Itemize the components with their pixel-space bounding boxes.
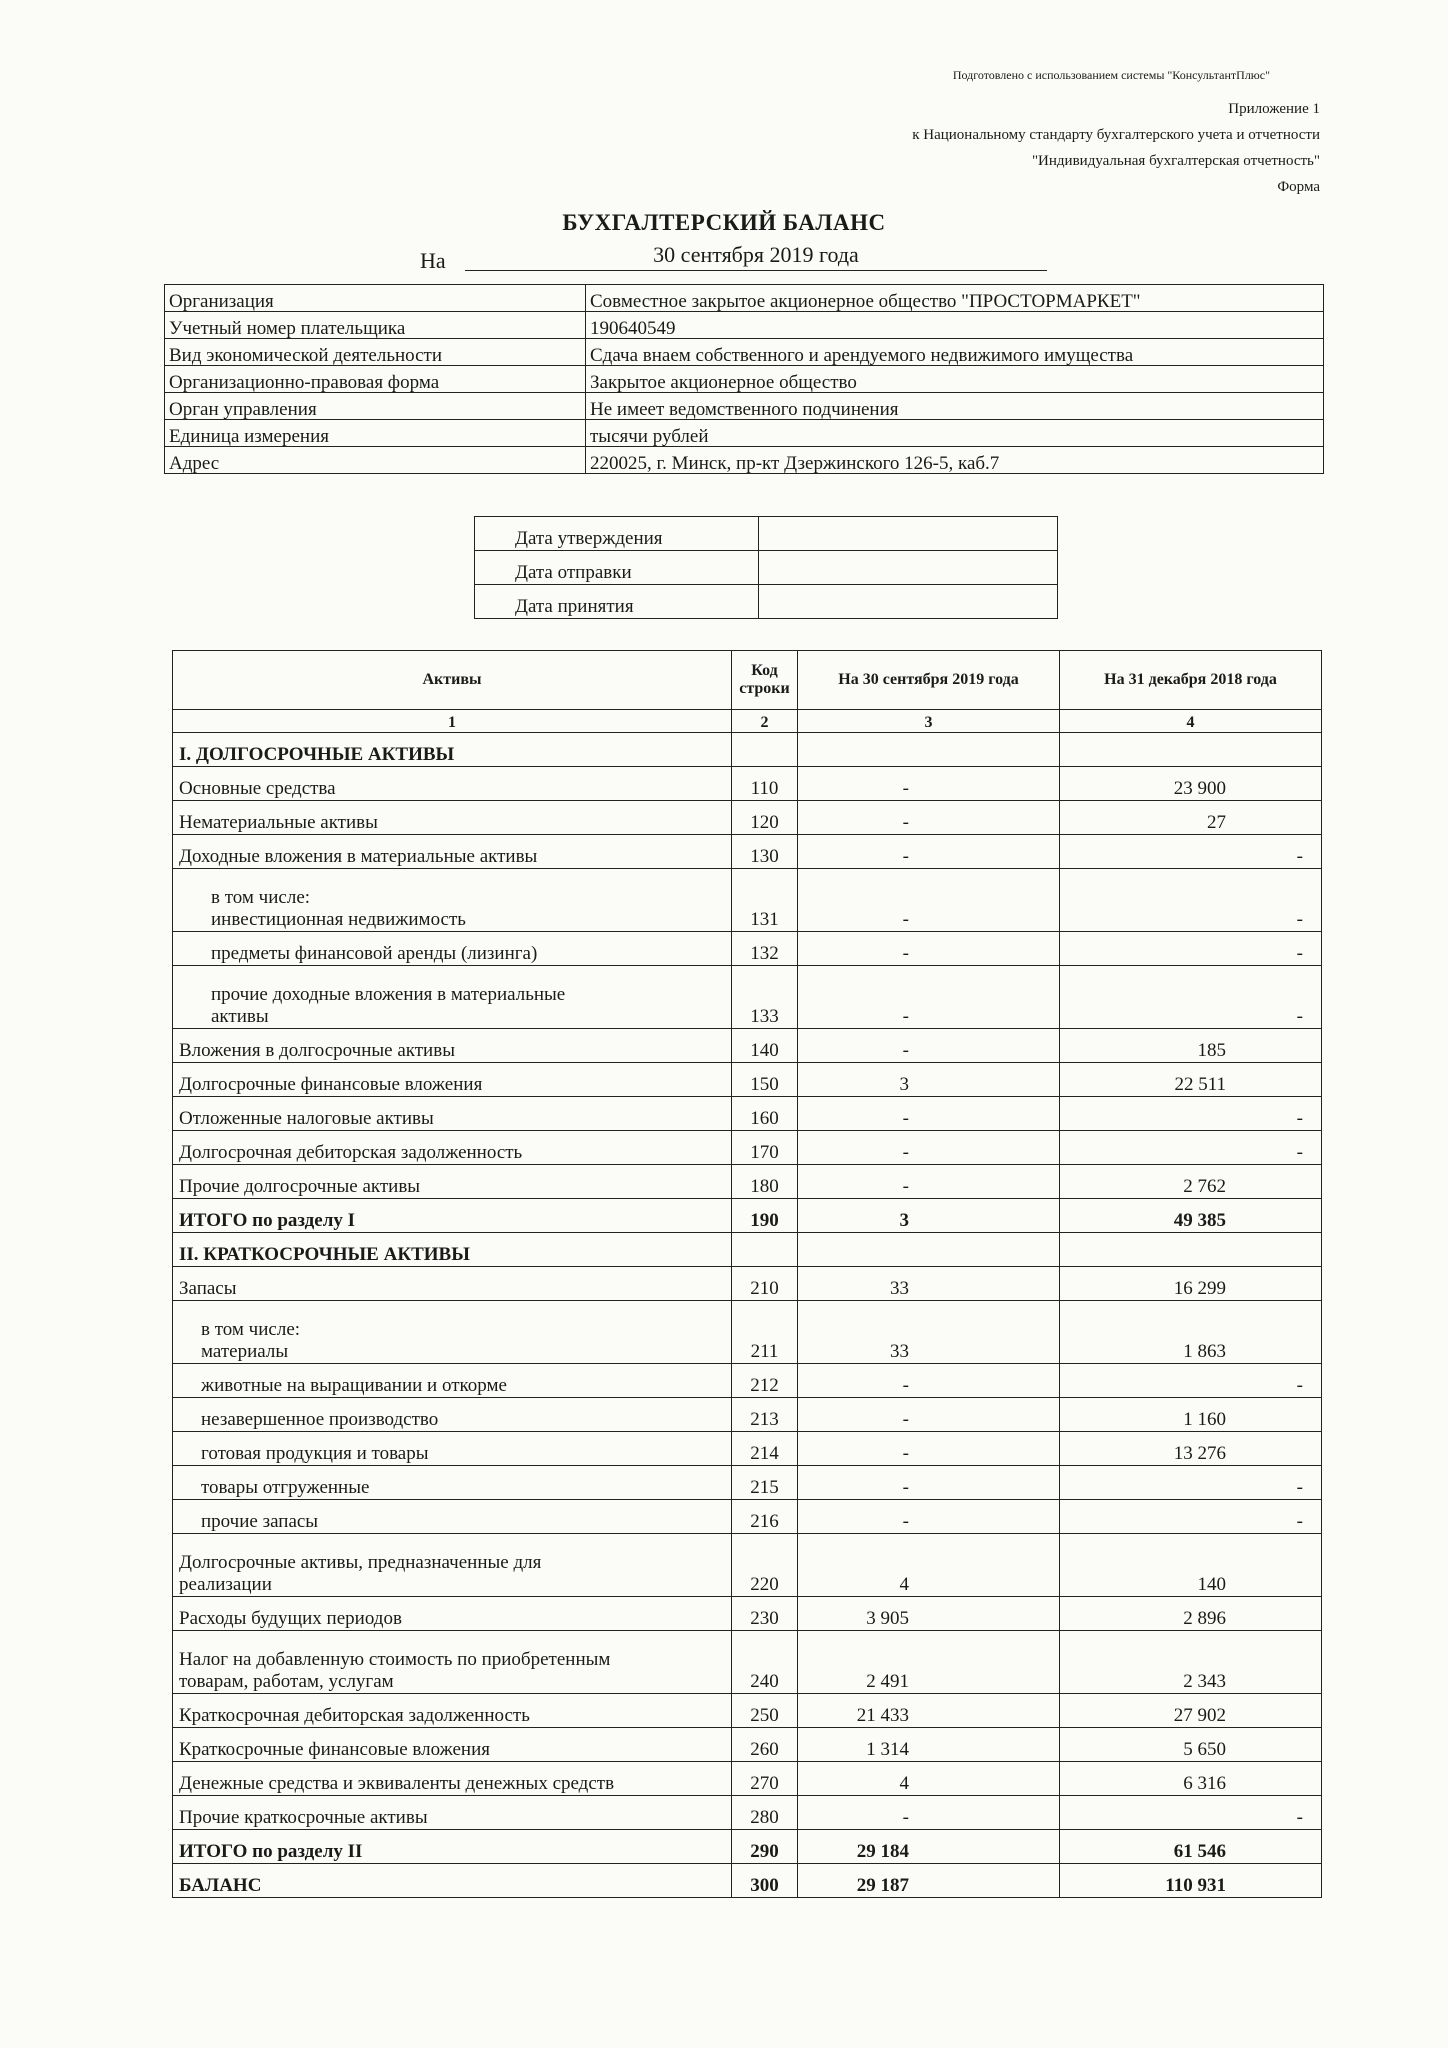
table-row bbox=[173, 966, 1322, 1029]
row-name: БАЛАНС bbox=[173, 1864, 732, 1898]
org-row bbox=[165, 447, 1324, 474]
row-previous: - bbox=[1060, 1131, 1322, 1165]
header-previous: На 31 декабря 2018 года bbox=[1060, 651, 1322, 710]
header-code-line1: Код bbox=[751, 662, 778, 679]
row-current: 3 bbox=[798, 1199, 1060, 1233]
row-previous: 49 385 bbox=[1060, 1199, 1322, 1233]
row-current: 29 184 bbox=[798, 1830, 1060, 1864]
row-current: - bbox=[798, 1131, 1060, 1165]
org-row bbox=[165, 366, 1324, 393]
row-code: 250 bbox=[732, 1694, 798, 1728]
row-previous: 1 160 bbox=[1060, 1398, 1322, 1432]
row-name: Отложенные налоговые активы bbox=[173, 1097, 732, 1131]
row-name: Краткосрочные финансовые вложения bbox=[173, 1728, 732, 1762]
row-name: готовая продукция и товары bbox=[173, 1432, 732, 1466]
org-value: 220025, г. Минск, пр-кт Дзержинского 126-5, каб.7 bbox=[586, 447, 1324, 474]
row-name-text: материалы bbox=[201, 1341, 289, 1363]
row-current: - bbox=[798, 932, 1060, 966]
row-current: - bbox=[798, 869, 1060, 932]
total-row bbox=[173, 1199, 1322, 1233]
org-label: Учетный номер плательщика bbox=[165, 312, 586, 339]
document-title: БУХГАЛТЕРСКИЙ БАЛАНС bbox=[562, 210, 886, 235]
row-code: 140 bbox=[732, 1029, 798, 1063]
org-row bbox=[165, 312, 1324, 339]
report-date: 30 сентября 2019 года bbox=[465, 242, 1047, 271]
row-name-text: инвестиционная недвижимость bbox=[211, 909, 466, 931]
row-previous: 1 863 bbox=[1060, 1301, 1322, 1364]
org-label: Орган управления bbox=[165, 393, 586, 420]
row-code: 300 bbox=[732, 1864, 798, 1898]
row-code: 216 bbox=[732, 1500, 798, 1534]
col-number: 2 bbox=[732, 710, 798, 733]
row-current: - bbox=[798, 966, 1060, 1029]
row-name: Вложения в долгосрочные активы bbox=[173, 1029, 732, 1063]
table-row bbox=[173, 835, 1322, 869]
date-row bbox=[475, 551, 1058, 585]
org-row bbox=[165, 393, 1324, 420]
row-previous: 27 bbox=[1060, 801, 1322, 835]
row-name-line1: Долгосрочные активы, предназначенные для bbox=[179, 1552, 542, 1574]
table-row bbox=[173, 1097, 1322, 1131]
row-name-line1: Налог на добавленную стоимость по приобретенным bbox=[179, 1649, 611, 1671]
org-row bbox=[165, 420, 1324, 447]
row-current: - bbox=[798, 835, 1060, 869]
table-row bbox=[173, 1796, 1322, 1830]
annex-line-3: "Индивидуальная бухгалтерская отчетность" bbox=[1031, 153, 1320, 169]
row-code: 212 bbox=[732, 1364, 798, 1398]
row-name bbox=[173, 966, 732, 1029]
row-previous: 2 762 bbox=[1060, 1165, 1322, 1199]
row-name: Расходы будущих периодов bbox=[173, 1597, 732, 1631]
row-name: Доходные вложения в материальные активы bbox=[173, 835, 732, 869]
table-row bbox=[173, 1063, 1322, 1097]
row-code: 130 bbox=[732, 835, 798, 869]
total-row bbox=[173, 1830, 1322, 1864]
table-row bbox=[173, 1534, 1322, 1597]
row-previous: 110 931 bbox=[1060, 1864, 1322, 1898]
row-code: 120 bbox=[732, 801, 798, 835]
row-code: 131 bbox=[732, 869, 798, 932]
date-prefix: На bbox=[420, 248, 446, 273]
row-name bbox=[173, 1631, 732, 1694]
including-label: в том числе: bbox=[201, 1319, 301, 1341]
table-row bbox=[173, 1301, 1322, 1364]
table-row bbox=[173, 1466, 1322, 1500]
row-previous: - bbox=[1060, 1364, 1322, 1398]
row-code: 270 bbox=[732, 1762, 798, 1796]
row-name-line2: активы bbox=[211, 1006, 269, 1028]
row-previous: 5 650 bbox=[1060, 1728, 1322, 1762]
row-current: - bbox=[798, 1364, 1060, 1398]
row-name: прочие запасы bbox=[173, 1500, 732, 1534]
row-previous: - bbox=[1060, 932, 1322, 966]
date-row bbox=[475, 517, 1058, 551]
row-name: предметы финансовой аренды (лизинга) bbox=[173, 932, 732, 966]
row-name: Основные средства bbox=[173, 767, 732, 801]
row-previous: - bbox=[1060, 1466, 1322, 1500]
row-previous: 61 546 bbox=[1060, 1830, 1322, 1864]
row-name: Прочие краткосрочные активы bbox=[173, 1796, 732, 1830]
dates-table bbox=[474, 516, 1058, 619]
org-value: Совместное закрытое акционерное общество "ПРОСТОРМАРКЕТ" bbox=[586, 285, 1324, 312]
row-code: 214 bbox=[732, 1432, 798, 1466]
org-value: Не имеет ведомственного подчинения bbox=[586, 393, 1324, 420]
row-previous: 2 896 bbox=[1060, 1597, 1322, 1631]
row-previous: 22 511 bbox=[1060, 1063, 1322, 1097]
row-code: 213 bbox=[732, 1398, 798, 1432]
row-previous: - bbox=[1060, 835, 1322, 869]
table-row bbox=[173, 801, 1322, 835]
table-row bbox=[173, 1728, 1322, 1762]
row-name: ИТОГО по разделу I bbox=[173, 1199, 732, 1233]
row-current: 4 bbox=[798, 1534, 1060, 1597]
date-row bbox=[475, 585, 1058, 619]
section-row bbox=[173, 1233, 1322, 1267]
row-previous: - bbox=[1060, 966, 1322, 1029]
row-name bbox=[173, 1534, 732, 1597]
organization-table bbox=[164, 284, 1324, 474]
table-row bbox=[173, 1694, 1322, 1728]
col-number: 4 bbox=[1060, 710, 1322, 733]
row-code: 132 bbox=[732, 932, 798, 966]
table-row bbox=[173, 1762, 1322, 1796]
row-current: - bbox=[798, 1097, 1060, 1131]
date-value bbox=[759, 551, 1058, 585]
section-title: II. КРАТКОСРОЧНЫЕ АКТИВЫ bbox=[173, 1233, 732, 1267]
date-label: Дата отправки bbox=[475, 551, 759, 585]
row-previous: - bbox=[1060, 1500, 1322, 1534]
date-value bbox=[759, 517, 1058, 551]
row-previous: - bbox=[1060, 1097, 1322, 1131]
row-current: - bbox=[798, 1398, 1060, 1432]
header-assets: Активы bbox=[173, 651, 732, 710]
row-code: 110 bbox=[732, 767, 798, 801]
row-current: 3 bbox=[798, 1063, 1060, 1097]
row-current: 29 187 bbox=[798, 1864, 1060, 1898]
row-previous: - bbox=[1060, 1796, 1322, 1830]
row-current: - bbox=[798, 1796, 1060, 1830]
org-label: Вид экономической деятельности bbox=[165, 339, 586, 366]
row-code: 215 bbox=[732, 1466, 798, 1500]
row-name bbox=[173, 1301, 732, 1364]
org-label: Единица измерения bbox=[165, 420, 586, 447]
row-code: 170 bbox=[732, 1131, 798, 1165]
row-name-line2: товарам, работам, услугам bbox=[179, 1671, 394, 1693]
table-row bbox=[173, 1432, 1322, 1466]
date-label: Дата принятия bbox=[475, 585, 759, 619]
row-code: 290 bbox=[732, 1830, 798, 1864]
row-name bbox=[173, 869, 732, 932]
row-name: Запасы bbox=[173, 1267, 732, 1301]
row-current: - bbox=[798, 1165, 1060, 1199]
row-current: 3 905 bbox=[798, 1597, 1060, 1631]
annex-line-2: к Национальному стандарту бухгалтерского учета и отчетности bbox=[912, 127, 1320, 143]
row-code: 133 bbox=[732, 966, 798, 1029]
table-row bbox=[173, 1131, 1322, 1165]
table-row bbox=[173, 767, 1322, 801]
row-name-line2: реализации bbox=[179, 1574, 272, 1596]
org-row bbox=[165, 339, 1324, 366]
assets-table bbox=[172, 650, 1322, 1898]
org-label: Организационно-правовая форма bbox=[165, 366, 586, 393]
table-row bbox=[173, 1398, 1322, 1432]
annex-line-1: Приложение 1 bbox=[1228, 101, 1320, 117]
table-row bbox=[173, 1500, 1322, 1534]
date-label: Дата утверждения bbox=[475, 517, 759, 551]
row-previous: 2 343 bbox=[1060, 1631, 1322, 1694]
row-current: - bbox=[798, 1029, 1060, 1063]
row-current: 2 491 bbox=[798, 1631, 1060, 1694]
balance-row bbox=[173, 1864, 1322, 1898]
prepared-note: Подготовлено с использованием системы "КонсультантПлюс" bbox=[952, 68, 1270, 82]
table-header-row bbox=[173, 651, 1322, 710]
section-row bbox=[173, 733, 1322, 767]
col-number: 3 bbox=[798, 710, 1060, 733]
row-code: 210 bbox=[732, 1267, 798, 1301]
row-name: Денежные средства и эквиваленты денежных средств bbox=[173, 1762, 732, 1796]
row-name: Прочие долгосрочные активы bbox=[173, 1165, 732, 1199]
row-code: 260 bbox=[732, 1728, 798, 1762]
section-title: I. ДОЛГОСРОЧНЫЕ АКТИВЫ bbox=[173, 733, 732, 767]
table-row bbox=[173, 1364, 1322, 1398]
org-value: Закрытое акционерное общество bbox=[586, 366, 1324, 393]
annex-line-4: Форма bbox=[1277, 179, 1320, 195]
row-code: 220 bbox=[732, 1534, 798, 1597]
including-label: в том числе: bbox=[211, 887, 311, 909]
row-current: - bbox=[798, 1500, 1060, 1534]
table-row bbox=[173, 1165, 1322, 1199]
row-name: товары отгруженные bbox=[173, 1466, 732, 1500]
row-name: Долгосрочные финансовые вложения bbox=[173, 1063, 732, 1097]
row-current: 33 bbox=[798, 1301, 1060, 1364]
row-code: 160 bbox=[732, 1097, 798, 1131]
header-code bbox=[732, 651, 798, 710]
table-row bbox=[173, 1029, 1322, 1063]
row-code: 211 bbox=[732, 1301, 798, 1364]
org-row bbox=[165, 285, 1324, 312]
date-value bbox=[759, 585, 1058, 619]
row-current: - bbox=[798, 1466, 1060, 1500]
row-code: 190 bbox=[732, 1199, 798, 1233]
header-current: На 30 сентября 2019 года bbox=[798, 651, 1060, 710]
row-previous: 6 316 bbox=[1060, 1762, 1322, 1796]
row-current: - bbox=[798, 1432, 1060, 1466]
org-value: Сдача внаем собственного и арендуемого недвижимого имущества bbox=[586, 339, 1324, 366]
table-row bbox=[173, 932, 1322, 966]
row-previous: - bbox=[1060, 869, 1322, 932]
row-code: 230 bbox=[732, 1597, 798, 1631]
row-previous: 27 902 bbox=[1060, 1694, 1322, 1728]
org-value: тысячи рублей bbox=[586, 420, 1324, 447]
row-previous: 23 900 bbox=[1060, 767, 1322, 801]
table-row bbox=[173, 869, 1322, 932]
row-previous: 13 276 bbox=[1060, 1432, 1322, 1466]
row-code: 150 bbox=[732, 1063, 798, 1097]
row-current: 21 433 bbox=[798, 1694, 1060, 1728]
row-name: незавершенное производство bbox=[173, 1398, 732, 1432]
header-code-line2: строки bbox=[739, 680, 790, 697]
row-name: Долгосрочная дебиторская задолженность bbox=[173, 1131, 732, 1165]
table-row bbox=[173, 1597, 1322, 1631]
org-label: Организация bbox=[165, 285, 586, 312]
table-row bbox=[173, 1267, 1322, 1301]
table-row bbox=[173, 1631, 1322, 1694]
row-current: - bbox=[798, 801, 1060, 835]
col-number: 1 bbox=[173, 710, 732, 733]
row-current: - bbox=[798, 767, 1060, 801]
row-previous: 140 bbox=[1060, 1534, 1322, 1597]
row-current: 33 bbox=[798, 1267, 1060, 1301]
column-number-row bbox=[173, 710, 1322, 733]
row-current: 1 314 bbox=[798, 1728, 1060, 1762]
row-name: животные на выращивании и откорме bbox=[173, 1364, 732, 1398]
row-name: Нематериальные активы bbox=[173, 801, 732, 835]
row-code: 240 bbox=[732, 1631, 798, 1694]
org-value: 190640549 bbox=[586, 312, 1324, 339]
row-code: 280 bbox=[732, 1796, 798, 1830]
org-label: Адрес bbox=[165, 447, 586, 474]
row-previous: 185 bbox=[1060, 1029, 1322, 1063]
row-name: Краткосрочная дебиторская задолженность bbox=[173, 1694, 732, 1728]
row-previous: 16 299 bbox=[1060, 1267, 1322, 1301]
row-name-line1: прочие доходные вложения в материальные bbox=[211, 984, 566, 1006]
row-name: ИТОГО по разделу II bbox=[173, 1830, 732, 1864]
row-current: 4 bbox=[798, 1762, 1060, 1796]
row-code: 180 bbox=[732, 1165, 798, 1199]
